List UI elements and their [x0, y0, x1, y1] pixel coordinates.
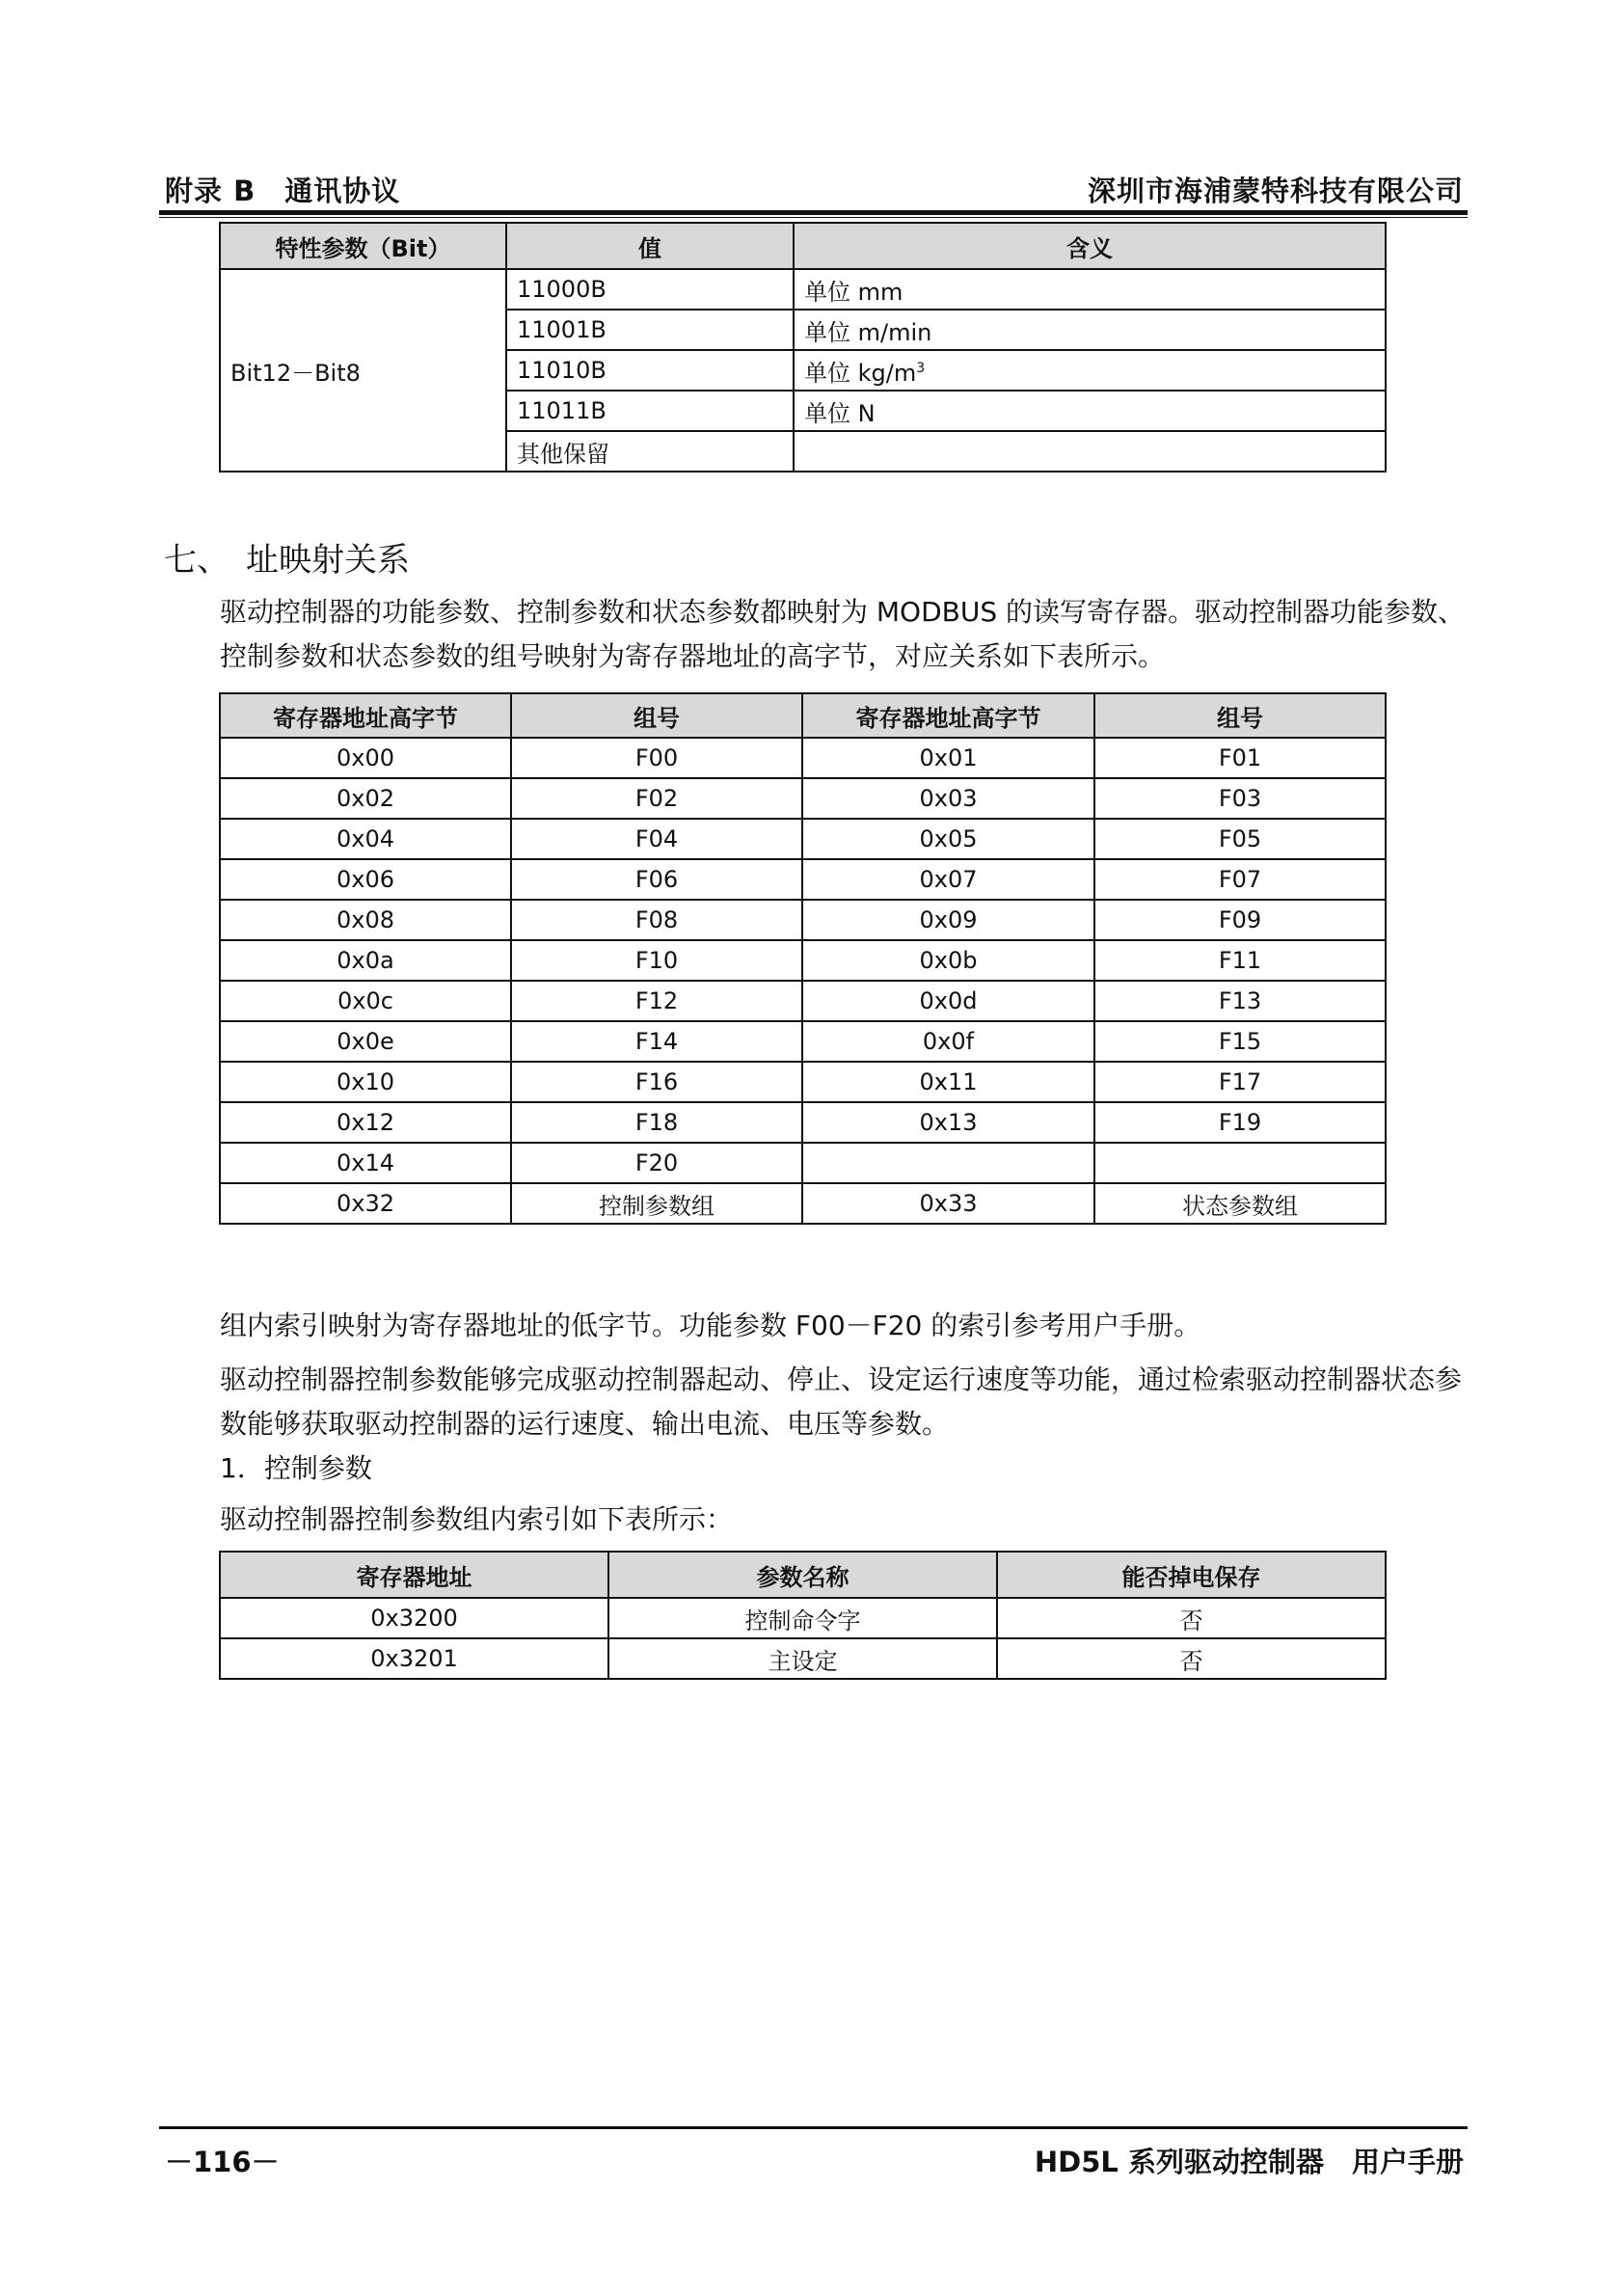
table-header: 组号 [511, 693, 802, 738]
table-cell: F06 [511, 859, 802, 900]
table-cell: F16 [511, 1062, 802, 1102]
table-header: 寄存器地址高字节 [220, 693, 511, 738]
table-row [220, 1143, 1386, 1183]
table-cell: 状态参数组 [1094, 1183, 1386, 1224]
table-cell: F00 [511, 738, 802, 778]
table-cell: 控制命令字 [608, 1598, 997, 1638]
control-param-table [219, 1551, 1387, 1680]
header-rule [159, 210, 1468, 215]
table-row [220, 1638, 1386, 1679]
meaning-cell: 单位 mm [794, 269, 1386, 310]
table-header: 能否掉电保存 [997, 1552, 1386, 1598]
table-cell: 0x00 [220, 738, 511, 778]
table-header-row [220, 693, 1386, 738]
value-cell: 11000B [506, 269, 794, 310]
value-cell: 11010B [506, 350, 794, 391]
table-row [220, 1183, 1386, 1224]
table-cell: 0x10 [220, 1062, 511, 1102]
table-cell: 0x01 [802, 738, 1094, 778]
table-cell [1094, 1143, 1386, 1183]
table-row [220, 738, 1386, 778]
footer-title: HD5L 系列驱动控制器 用户手册 [1034, 2146, 1464, 2178]
table-row [220, 778, 1386, 819]
table-header: 值 [506, 223, 794, 269]
register-group-table [219, 692, 1387, 1225]
table-cell: 0x04 [220, 819, 511, 859]
table-cell: 0x12 [220, 1102, 511, 1143]
table-cell: F15 [1094, 1021, 1386, 1062]
table-cell: 0x0f [802, 1021, 1094, 1062]
meaning-cell: 单位 m/min [794, 310, 1386, 350]
table-cell: 0x0d [802, 981, 1094, 1021]
table-cell: 否 [997, 1598, 1386, 1638]
table-row [220, 900, 1386, 940]
table-row [220, 819, 1386, 859]
table-row [220, 1598, 1386, 1638]
header-rule-thin [159, 217, 1468, 218]
paragraph: 组内索引映射为寄存器地址的低字节。功能参数 F00－F20 的索引参考用户手册。 [220, 1310, 1201, 1341]
table-cell: 0x14 [220, 1143, 511, 1183]
table-cell: 0x07 [802, 859, 1094, 900]
table-header: 组号 [1094, 693, 1386, 738]
table-cell: F11 [1094, 940, 1386, 981]
table-row [220, 981, 1386, 1021]
table-cell: 0x0c [220, 981, 511, 1021]
table-cell: 主设定 [608, 1638, 997, 1679]
table-cell: F07 [1094, 859, 1386, 900]
table-cell: 0x3201 [220, 1638, 608, 1679]
table-cell [802, 1143, 1094, 1183]
table-header: 特性参数（Bit） [220, 223, 506, 269]
table-cell: 0x13 [802, 1102, 1094, 1143]
table-cell: 0x0b [802, 940, 1094, 981]
table-cell: F01 [1094, 738, 1386, 778]
header-company: 深圳市海浦蒙特科技有限公司 [1087, 175, 1464, 207]
section-title: 七、 址映射关系 [164, 541, 410, 580]
bit-range-cell: Bit12－Bit8 [220, 269, 506, 472]
footer-rule [159, 2126, 1468, 2129]
table-cell: 0x3200 [220, 1598, 608, 1638]
table-cell: 0x03 [802, 778, 1094, 819]
table-cell: 0x33 [802, 1183, 1094, 1224]
table-cell: 0x08 [220, 900, 511, 940]
table-cell: F20 [511, 1143, 802, 1183]
paragraph: 驱动控制器控制参数组内索引如下表所示： [220, 1503, 734, 1535]
table-row [220, 1062, 1386, 1102]
meaning-text: 单位 kg/m [804, 359, 917, 387]
table-cell: F10 [511, 940, 802, 981]
table-row [220, 859, 1386, 900]
table-cell: 0x11 [802, 1062, 1094, 1102]
meaning-cell: 单位 N [794, 391, 1386, 431]
meaning-cell [794, 350, 1386, 391]
superscript: 3 [916, 360, 926, 376]
paragraph: 驱动控制器的功能参数、控制参数和状态参数都映射为 MODBUS 的读写寄存器。驱动控制器功能参数、控制参数和状态参数的组号映射为寄存器地址的高字节，对应关系如下表所示。 [220, 596, 1466, 672]
table-header-row [220, 223, 1386, 269]
table-cell: F02 [511, 778, 802, 819]
meaning-cell [794, 431, 1386, 472]
table-cell: 0x06 [220, 859, 511, 900]
table-header: 寄存器地址高字节 [802, 693, 1094, 738]
table-header: 含义 [794, 223, 1386, 269]
table-cell: 否 [997, 1638, 1386, 1679]
table-cell: F19 [1094, 1102, 1386, 1143]
table-header-row [220, 1552, 1386, 1598]
table-cell: F04 [511, 819, 802, 859]
table-cell: 0x05 [802, 819, 1094, 859]
table-cell: F17 [1094, 1062, 1386, 1102]
header-chapter: 附录 B 通讯协议 [165, 175, 401, 207]
paragraph: 驱动控制器控制参数能够完成驱动控制器起动、停止、设定运行速度等功能，通过检索驱动控制器状态参数能够获取驱动控制器的运行速度、输出电流、电压等参数。 [220, 1364, 1463, 1440]
table-cell: 0x0e [220, 1021, 511, 1062]
table-row [220, 269, 1386, 310]
table-cell: F12 [511, 981, 802, 1021]
value-cell: 其他保留 [506, 431, 794, 472]
table-cell: F13 [1094, 981, 1386, 1021]
table-row [220, 940, 1386, 981]
table-row [220, 1021, 1386, 1062]
table-cell: 0x32 [220, 1183, 511, 1224]
table-cell: 控制参数组 [511, 1183, 802, 1224]
unit-bits-table [219, 222, 1387, 473]
value-cell: 11001B [506, 310, 794, 350]
table-header: 参数名称 [608, 1552, 997, 1598]
table-cell: F08 [511, 900, 802, 940]
table-cell: F14 [511, 1021, 802, 1062]
table-cell: F09 [1094, 900, 1386, 940]
table-cell: 0x02 [220, 778, 511, 819]
value-cell: 11011B [506, 391, 794, 431]
table-header: 寄存器地址 [220, 1552, 608, 1598]
table-cell: 0x09 [802, 900, 1094, 940]
page-number: －116－ [165, 2146, 280, 2178]
table-cell: F05 [1094, 819, 1386, 859]
table-row [220, 1102, 1386, 1143]
subsection-title: 1．控制参数 [220, 1452, 372, 1484]
table-cell: F03 [1094, 778, 1386, 819]
table-cell: F18 [511, 1102, 802, 1143]
table-cell: 0x0a [220, 940, 511, 981]
